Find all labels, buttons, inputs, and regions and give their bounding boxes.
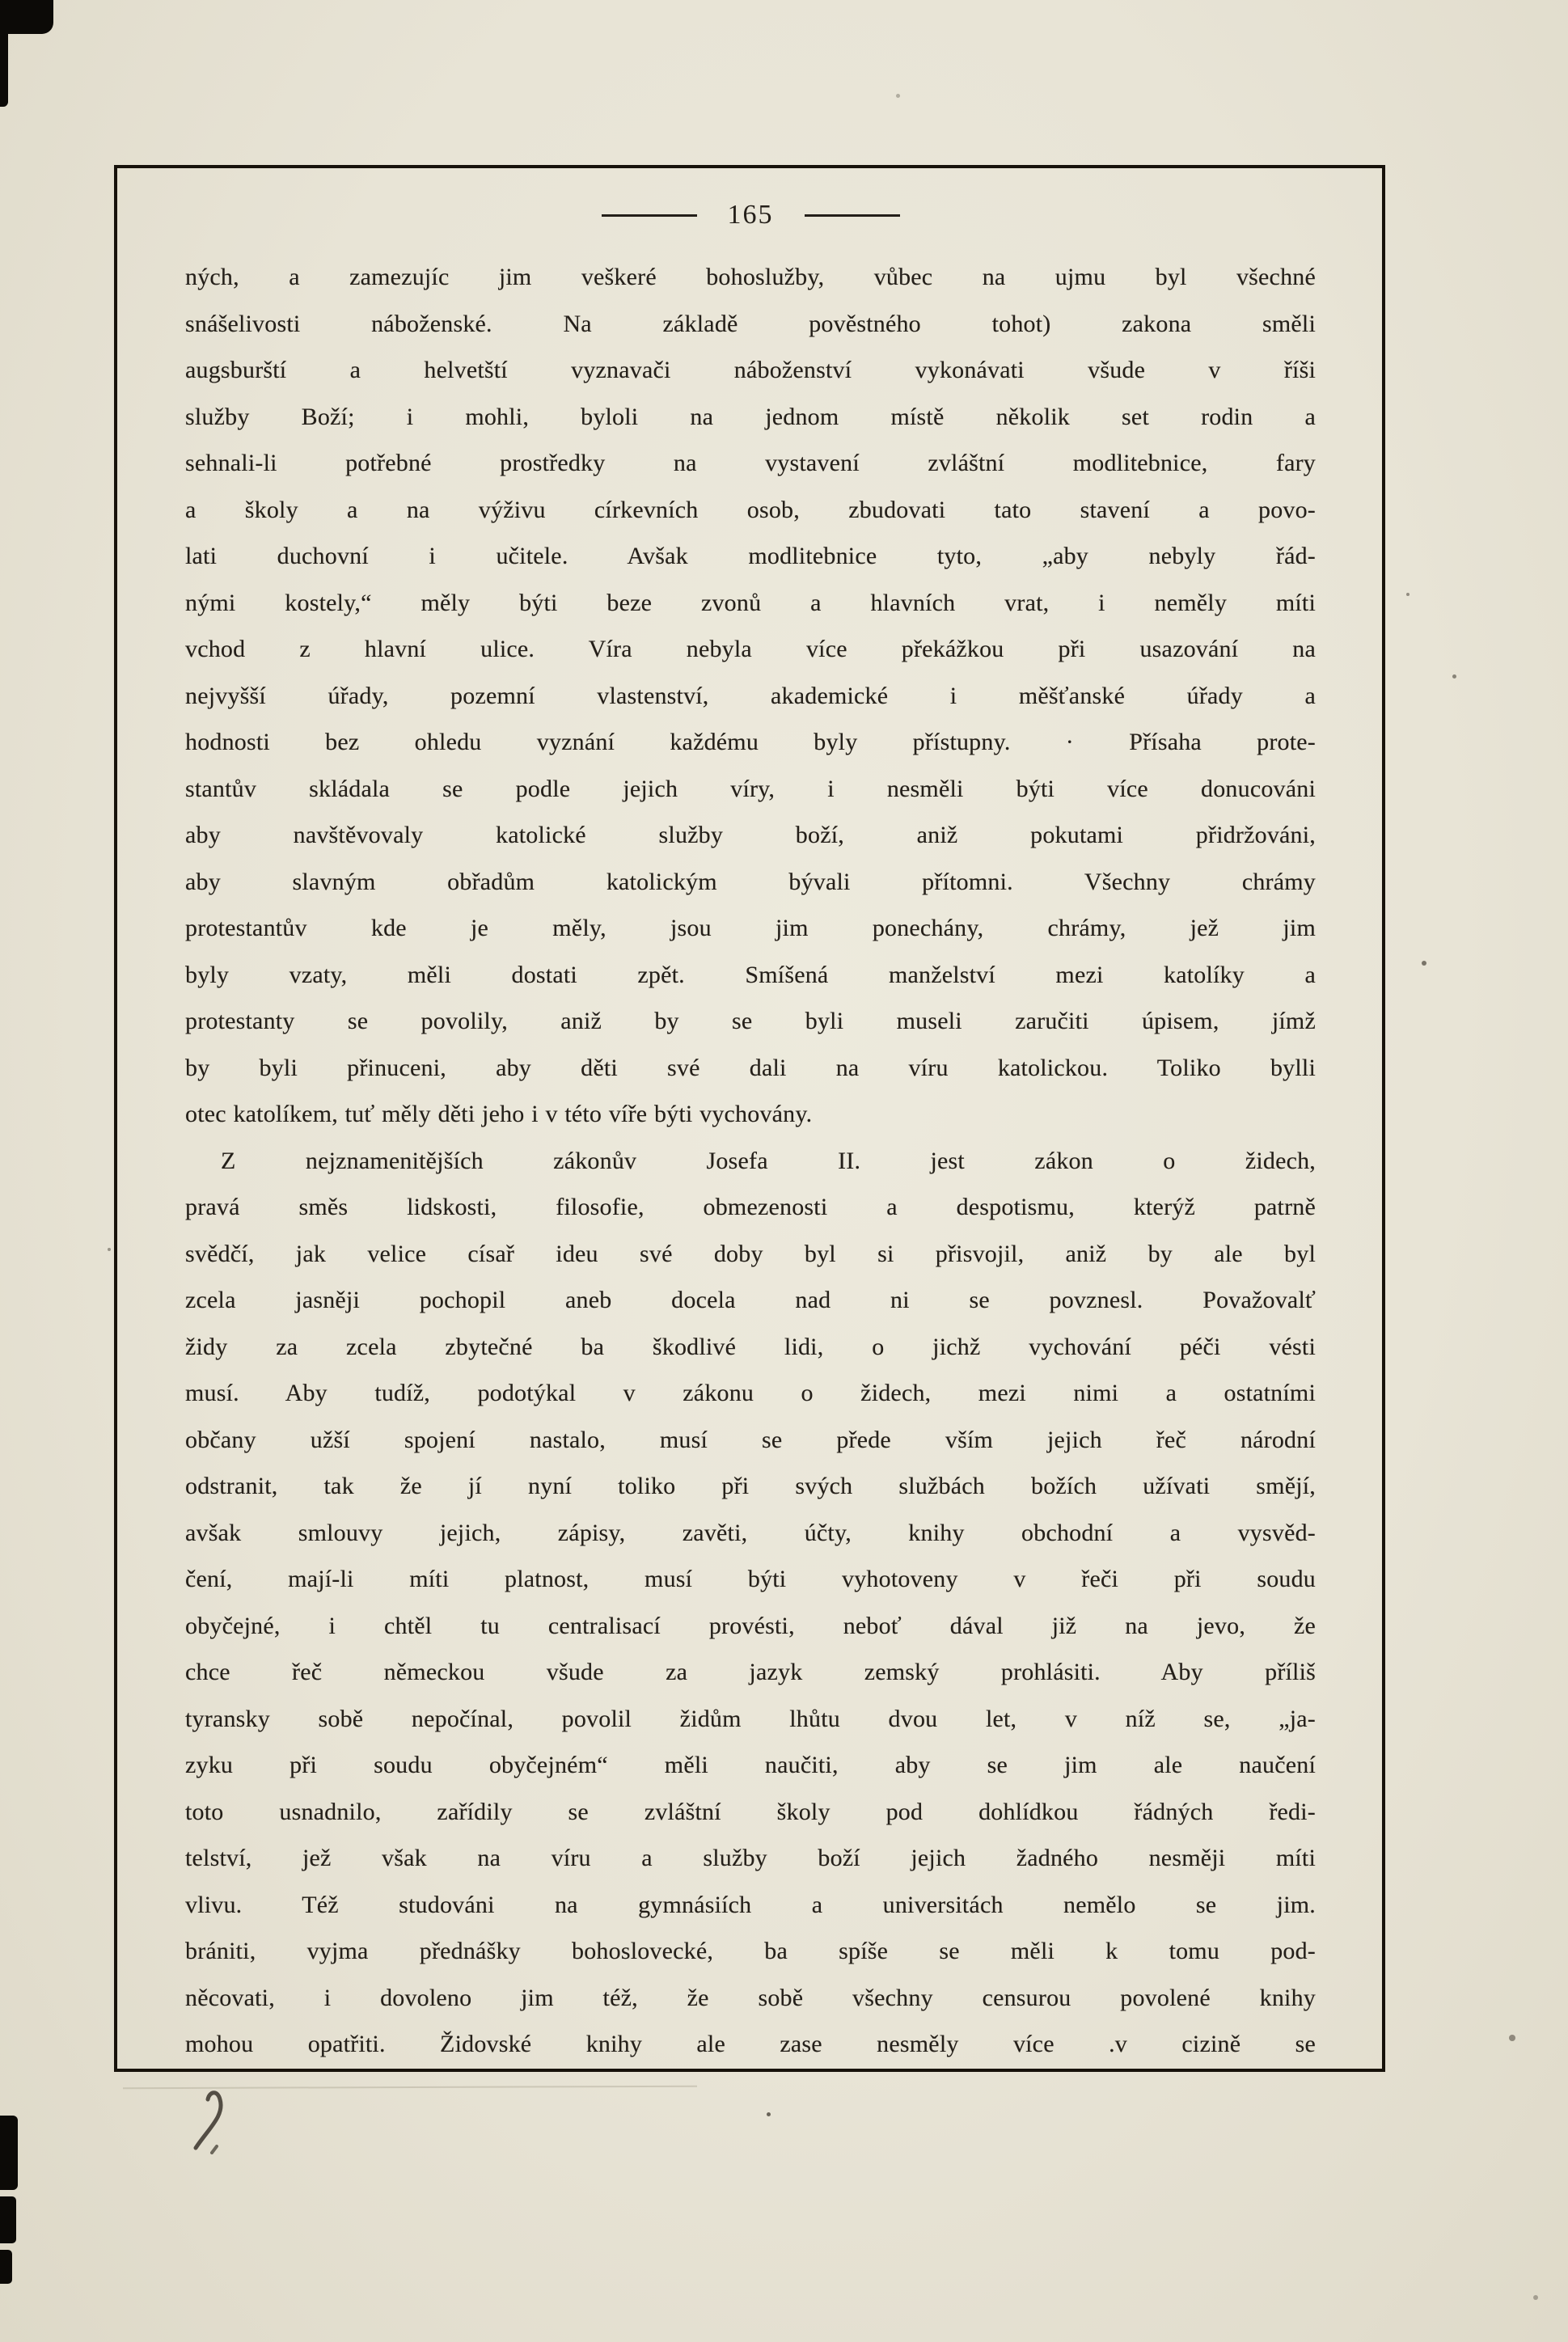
text-line: augsburští a helvetští vyznavači náboženství vykonávati všude v říši	[185, 357, 1316, 383]
text-line: nými kostely,“ měly býti beze zvonů a hlavních vrat, i neměly míti	[185, 589, 1316, 616]
page-border-frame	[114, 165, 1385, 2072]
scan-artifact-edge-strip	[0, 0, 8, 107]
text-line: zyku při soudu obyčejném“ měli naučiti, aby se jim ale naučení	[185, 1752, 1316, 1778]
text-line: byly vzaty, měli dostati zpět. Smíšená manželství mezi katolíky a	[185, 961, 1316, 988]
text-line: brániti, vyjma přednášky bohoslovecké, ba spíše se měli k tomu pod-	[185, 1938, 1316, 1964]
text-line: čení, mají-li míti platnost, musí býti vyhotoveny v řeči při soudu	[185, 1566, 1316, 1592]
paragraph	[185, 1138, 1316, 2068]
scan-speck	[1533, 2295, 1538, 2300]
scan-speck	[1452, 674, 1456, 679]
scan-artifact-edge-bar	[0, 2116, 18, 2190]
text-line: protestanty se povolily, aniž by se byli museli zaručiti úpisem, jímž	[185, 1008, 1316, 1034]
text-line: by byli přinuceni, aby děti své dali na víru katolickou. Toliko bylli	[185, 1054, 1316, 1081]
text-line: aby navštěvovaly katolické služby boží, aniž pokutami přidržováni,	[185, 822, 1316, 848]
header-rule-right	[805, 214, 900, 217]
text-line: svědčí, jak velice císař ideu své doby byl si přisvojil, aniž by ale byl	[185, 1240, 1316, 1267]
page-number: 165	[727, 200, 774, 230]
text-line: sehnali-li potřebné prostředky na vystavení zvláštní modlitebnice, fary	[185, 450, 1316, 476]
text-line: stantův skládala se podle jejich víry, i nesměli býti více donucováni	[185, 775, 1316, 802]
text-line: protestantův kde je měly, jsou jim ponechány, chrámy, jež jim	[185, 915, 1316, 941]
text-line: židy za zcela zbytečné ba škodlivé lidi, o jichž vychování péči vésti	[185, 1333, 1316, 1360]
text-line: toto usnadnilo, zařídily se zvláštní školy pod dohlídkou řádných ředi-	[185, 1798, 1316, 1825]
text-line: vlivu. Též studováni na gymnásiích a universitách nemělo se jim.	[185, 1891, 1316, 1918]
scan-artifact-edge-bar	[0, 2196, 16, 2243]
text-line: telství, jež však na víru a služby boží jejich žadného nesměji míti	[185, 1845, 1316, 1871]
scan-faint-line	[123, 2086, 697, 2089]
text-line: avšak smlouvy jejich, zápisy, zavěti, účty, knihy obchodní a vysvěd-	[185, 1519, 1316, 1546]
text-line: a školy a na výživu církevních osob, zbudovati tato stavení a povo-	[185, 496, 1316, 523]
text-line: vchod z hlavní ulice. Víra nebyla více překážkou při usazování na	[185, 636, 1316, 662]
scan-speck	[1406, 593, 1410, 596]
text-line: snášelivosti náboženské. Na základě pověstného tohot) zakona směli	[185, 310, 1316, 337]
scan-speck	[1422, 961, 1426, 966]
scan-speck	[767, 2112, 771, 2116]
text-line: obyčejné, i chtěl tu centralisací provésti, neboť dával již na jevo, že	[185, 1612, 1316, 1639]
text-line: tyransky sobě nepočínal, povolil židům lhůtu dvou let, v níž se, „ja-	[185, 1705, 1316, 1732]
text-line: zcela jasněji pochopil aneb docela nad ni se povznesl. Považovalť	[185, 1287, 1316, 1313]
text-line: Z nejznamenitějších zákonův Josefa II. jest zákon o židech,	[221, 1147, 1316, 1174]
text-line: hodnosti bez ohledu vyznání každému byly přístupny. · Přísaha prote-	[185, 729, 1316, 755]
text-block	[185, 254, 1316, 2068]
paragraph	[185, 254, 1316, 1138]
text-line: musí. Aby tudíž, podotýkal v zákonu o židech, mezi nimi a ostatními	[185, 1380, 1316, 1406]
header-rule-left	[602, 214, 697, 217]
text-line: ných, a zamezujíc jim veškeré bohoslužby, vůbec na ujmu byl všechné	[185, 264, 1316, 290]
text-line: služby Boží; i mohli, byloli na jednom místě několik set rodin a	[185, 403, 1316, 430]
page-header	[185, 197, 1316, 233]
text-line: pravá směs lidskosti, filosofie, obmezenosti a despotismu, kterýž patrně	[185, 1194, 1316, 1220]
text-line: odstranit, tak že jí nyní toliko při svých službách božích užívati smějí,	[185, 1473, 1316, 1499]
text-line: mohou opatřiti. Židovské knihy ale zase nesměly více .v cizině se	[185, 2031, 1316, 2057]
text-line: otec katolíkem, tuť měly děti jeho i v této víře býti vychovány.	[185, 1101, 813, 1127]
text-line: aby slavným obřadům katolickým bývali přítomni. Všechny chrámy	[185, 868, 1316, 895]
text-line: chce řeč německou všude za jazyk zemský prohlásiti. Aby příliš	[185, 1659, 1316, 1685]
scan-speck	[896, 94, 900, 98]
text-line: lati duchovní i učitele. Avšak modlitebnice tyto, „aby nebyly řád-	[185, 543, 1316, 569]
scan-artifact-corner-blob	[0, 0, 53, 34]
scan-speck	[108, 1248, 111, 1251]
text-line: občany užší spojení nastalo, musí se přede vším jejich řeč národní	[185, 1426, 1316, 1453]
text-line: něcovati, i dovoleno jim též, že sobě všechny censurou povolené knihy	[185, 1984, 1316, 2011]
handwriting-mark	[188, 2082, 247, 2154]
scan-speck	[1509, 2035, 1515, 2041]
scan-artifact-edge-bar	[0, 2250, 12, 2284]
text-line: nejvyšší úřady, pozemní vlastenství, akademické i měšťanské úřady a	[185, 682, 1316, 709]
